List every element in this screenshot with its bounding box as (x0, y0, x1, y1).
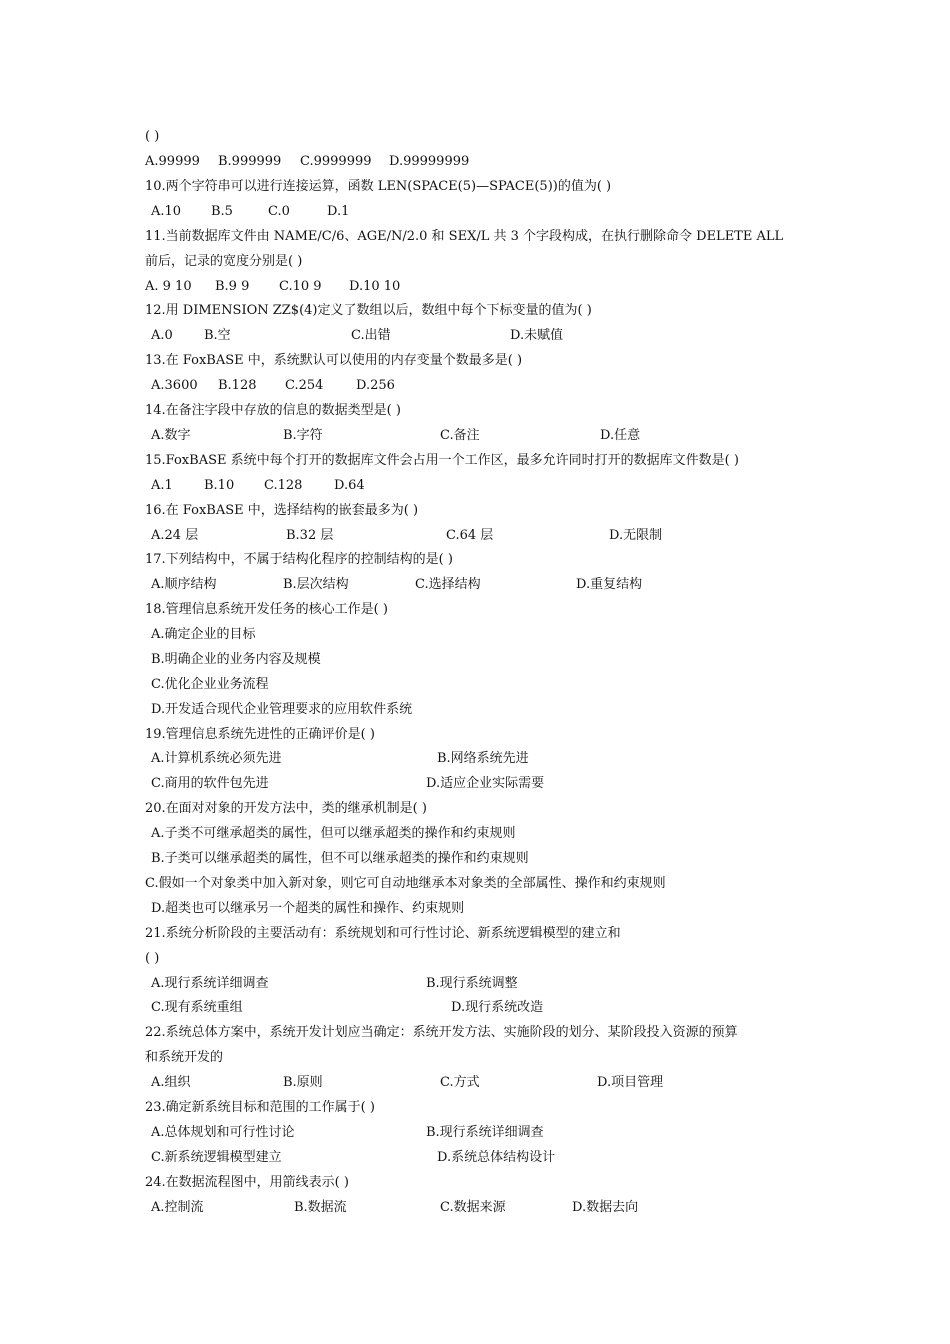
q21-option-b: B.现行系统调整 (426, 976, 518, 991)
q22-option-c: C.方式 (440, 1075, 480, 1090)
q16-option-b: B.32 层 (286, 528, 334, 543)
q13-option-b: B.128 (218, 378, 257, 393)
q20-option-b: B.子类可以继承超类的属性，但不可以继承超类的操作和约束规则 (151, 851, 529, 866)
q12-option-c: C.出错 (351, 328, 391, 343)
q10-option-c: C.0 (268, 204, 290, 219)
q20-option-d: D.超类也可以继承另一个超类的属性和操作、约束规则 (151, 901, 465, 916)
q11-option-b: B.9 9 (215, 279, 250, 294)
q17-stem: 17.下列结构中，不属于结构化程序的控制结构的是( ) (145, 552, 453, 567)
q9-option-c: C.9999999 (300, 154, 372, 169)
q21-option-c: C.现有系统重组 (151, 1000, 243, 1015)
q20-option-c: C.假如一个对象类中加入新对象，则它可自动地继承本对象类的全部属性、操作和约束规则 (145, 876, 666, 891)
q17-option-c: C.选择结构 (415, 577, 481, 592)
q10-option-b: B.5 (211, 204, 233, 219)
q16-stem: 16.在 FoxBASE 中，选择结构的嵌套最多为( ) (145, 503, 419, 518)
q21-option-d: D.现行系统改造 (451, 1000, 544, 1015)
q22-option-b: B.原则 (283, 1075, 323, 1090)
q22-option-d: D.项目管理 (597, 1075, 664, 1090)
q22-stem-line2: 和系统开发的 (145, 1050, 224, 1065)
q18-option-b: B.明确企业的业务内容及规模 (151, 652, 321, 667)
q13-option-d: D.256 (356, 378, 395, 393)
q23-stem: 23.确定新系统目标和范围的工作属于( ) (145, 1100, 375, 1115)
q16-option-a: A.24 层 (151, 528, 199, 543)
q23-option-a: A.总体规划和可行性讨论 (151, 1125, 295, 1140)
q14-option-b: B.字符 (283, 428, 323, 443)
q15-stem: 15.FoxBASE 系统中每个打开的数据库文件会占用一个工作区，最多允许同时打开的数据库文件数是( ) (145, 453, 739, 468)
q22-stem-line1: 22.系统总体方案中，系统开发计划应当确定：系统开发方法、实施阶段的划分、某阶段投入资源的预算 (145, 1025, 738, 1040)
q23-option-d: D.系统总体结构设计 (437, 1150, 556, 1165)
q11-stem-line2: 前后，记录的宽度分别是( ) (145, 254, 303, 269)
q9-option-b: B.999999 (218, 154, 282, 169)
q22-option-a: A.组织 (151, 1075, 191, 1090)
q15-option-b: B.10 (204, 478, 235, 493)
q21-stem-line1: 21.系统分析阶段的主要活动有：系统规划和可行性讨论、新系统逻辑模型的建立和 (145, 926, 621, 941)
q17-option-d: D.重复结构 (576, 577, 643, 592)
q20-stem: 20.在面对对象的开发方法中，类的继承机制是( ) (145, 801, 427, 816)
q16-option-d: D.无限制 (609, 528, 663, 543)
q18-option-a: A.确定企业的目标 (151, 627, 256, 642)
q14-option-c: C.备注 (440, 428, 480, 443)
q10-stem: 10.两个字符串可以进行连接运算，函数 LEN(SPACE(5)—SPACE(5))的值为( ) (145, 179, 612, 194)
q17-option-b: B.层次结构 (283, 577, 349, 592)
q17-option-a: A.顺序结构 (151, 577, 217, 592)
q9-option-a: A.99999 (145, 154, 200, 169)
q11-option-a: A. 9 10 (145, 279, 192, 294)
q23-option-c: C.新系统逻辑模型建立 (151, 1150, 282, 1165)
q24-option-b: B.数据流 (294, 1200, 347, 1215)
q9-option-d: D.99999999 (389, 154, 470, 169)
q12-option-b: B.空 (204, 328, 231, 343)
q19-option-b: B.网络系统先进 (437, 751, 529, 766)
q19-option-c: C.商用的软件包先进 (151, 776, 269, 791)
q19-option-a: A.计算机系统必须先进 (151, 751, 282, 766)
q18-option-d: D.开发适合现代企业管理要求的应用软件系统 (151, 702, 413, 717)
q19-option-d: D.适应企业实际需要 (426, 776, 545, 791)
q19-stem: 19.管理信息系统先进性的正确评价是( ) (145, 727, 375, 742)
q14-stem: 14.在备注字段中存放的信息的数据类型是( ) (145, 403, 401, 418)
q12-option-a: A.0 (151, 328, 173, 343)
q16-option-c: C.64 层 (446, 528, 494, 543)
q15-option-c: C.128 (264, 478, 303, 493)
q10-option-a: A.10 (151, 204, 182, 219)
q18-stem: 18.管理信息系统开发任务的核心工作是( ) (145, 602, 388, 617)
blank-parens: ( ) (145, 129, 160, 144)
q10-option-d: D.1 (327, 204, 350, 219)
q11-option-c: C.10 9 (279, 279, 322, 294)
q13-option-a: A.3600 (151, 378, 198, 393)
q15-option-d: D.64 (334, 478, 365, 493)
q12-option-d: D.未赋值 (510, 328, 564, 343)
q14-option-d: D.任意 (600, 428, 641, 443)
q15-option-a: A.1 (151, 478, 173, 493)
q14-option-a: A.数字 (151, 428, 191, 443)
q24-option-c: C.数据来源 (440, 1200, 506, 1215)
q11-stem-line1: 11.当前数据库文件由 NAME/C/6、AGE/N/2.0 和 SEX/L 共 3 个字段构成，在执行删除命令 DELETE ALL (145, 229, 784, 244)
q24-option-a: A.控制流 (151, 1200, 204, 1215)
q11-option-d: D.10 10 (349, 279, 401, 294)
q23-option-b: B.现行系统详细调查 (426, 1125, 544, 1140)
q20-option-a: A.子类不可继承超类的属性，但可以继承超类的操作和约束规则 (151, 826, 516, 841)
q24-stem: 24.在数据流程图中，用箭线表示( ) (145, 1175, 349, 1190)
q24-option-d: D.数据去向 (572, 1200, 639, 1215)
q21-option-a: A.现行系统详细调查 (151, 976, 269, 991)
q13-option-c: C.254 (285, 378, 324, 393)
q13-stem: 13.在 FoxBASE 中，系统默认可以使用的内存变量个数最多是( ) (145, 353, 523, 368)
q21-stem-line2: ( ) (145, 951, 160, 966)
q18-option-c: C.优化企业业务流程 (151, 677, 269, 692)
q12-stem: 12.用 DIMENSION ZZ$(4)定义了数组以后，数组中每个下标变量的值为( ) (145, 303, 592, 318)
